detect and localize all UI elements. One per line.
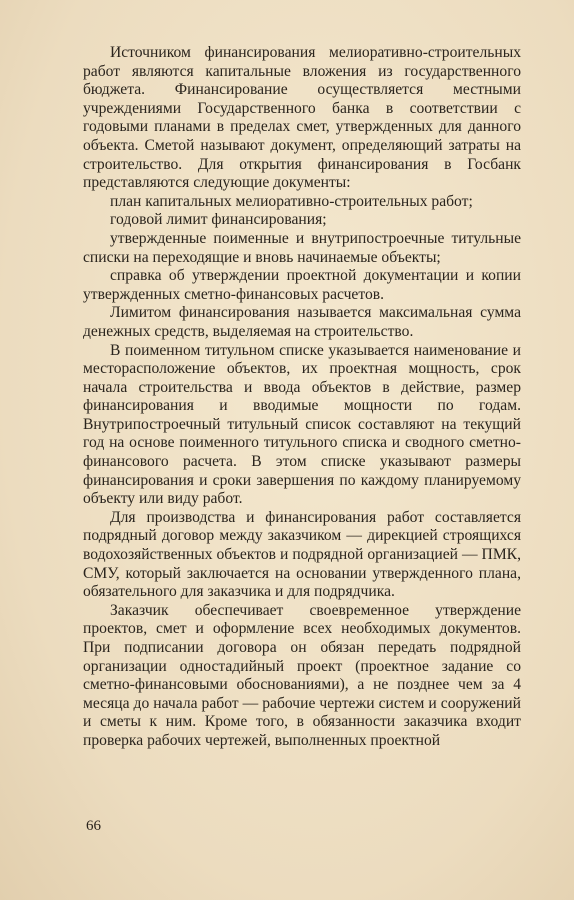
list-item-plan: план капитальных мелиоративно-строительных работ; — [110, 192, 473, 210]
body-text — [83, 44, 521, 751]
list-item-title-lists: утвержденные поименные и внутрипостроечные титульные списки на переходящие и вновь начинаемые объекты; — [83, 229, 521, 266]
paragraph-customer-duties: Заказчик обеспечивает своевременное утверждение проектов, смет и оформление всех необходимых документов. При подписании договора он обязан передать подрядной организации одностадийный проект (проектное задание со сметно-финансовыми обоснованиями), а не позднее чем за 4 месяца до начала работ — рабочие чертежи систем и сооружений и сметы к ним. Кроме того, в обязанности заказчика входит проверка рабочих чертежей, выполненных проектной — [83, 601, 521, 749]
list-item-certificate: справка об утверждении проектной документации и копии утвержденных сметно-финансовых расчетов. — [83, 267, 521, 303]
page-number: 66 — [86, 818, 101, 834]
paragraph-title-list: В поименном титульном списке указывается наименование и месторасположение объектов, их проектная мощность, срок начала строительства и ввода объектов в действие, размер финансирования и вводимые мощности по годам. Внутрипостроечный титульный список составляют на текущий год на основе поименного титульного списка и сводного сметно-финансового расчета. В этом списке указывают размеры финансирования и сроки завершения по каждому планируемому объекту или виду работ. — [83, 341, 521, 508]
paragraph-contract: Для производства и финансирования работ составляется подрядный договор между заказчиком — дирекцией строящихся водохозяйственных объектов и подрядной организацией — ПМК, СМУ, который заключается на основании утвержденного плана, обязательного для заказчика и для подрядчика. — [83, 508, 521, 601]
list-item-limit: годовой лимит финансирования; — [110, 211, 327, 229]
paragraph-limit-definition: Лимитом финансирования называется максимальная сумма денежных средств, выделяемая на строительство. — [83, 304, 521, 340]
paragraph-financing-sources: Источником финансирования мелиоративно-строительных работ являются капитальные вложения из государственного бюджета. Финансирование осуществляется местными учреждениями Государственного банка в соответствии с годовыми планами в пределах смет, утвержденных для данного объекта. Сметой называют документ, определяющий затраты на строительство. Для открытия финансирования в Госбанк представляются следующие документы: — [83, 44, 521, 192]
